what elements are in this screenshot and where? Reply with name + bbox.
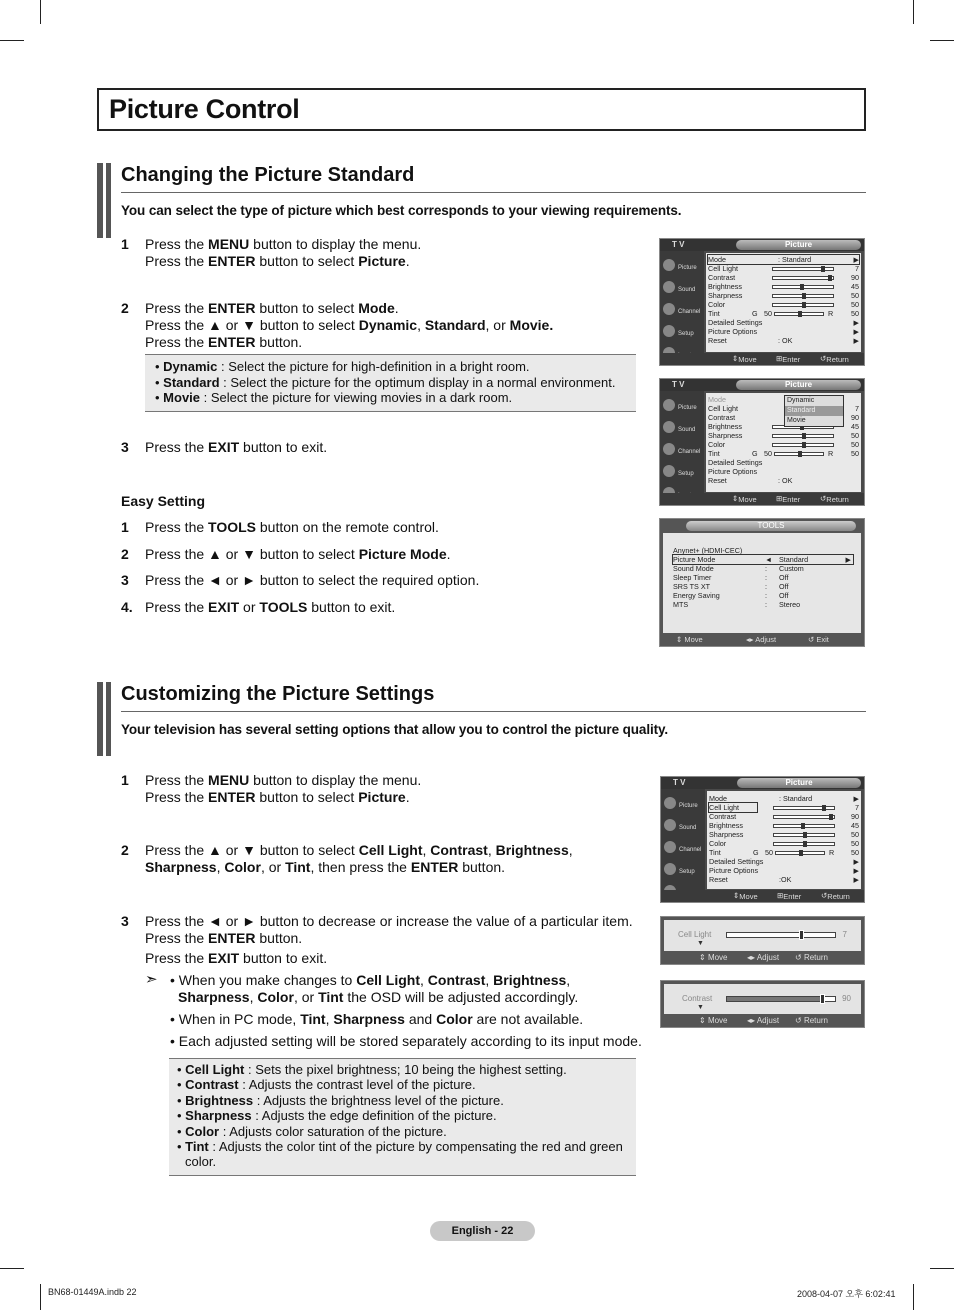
- section-bar: [97, 163, 111, 238]
- crop-mark: [913, 1284, 914, 1310]
- definitions-box: • Cell Light : Sets the pixel brightness; 10 being the highest setting. • Contrast : Adjusts the contrast level of the picture. • Brightness : Adjusts the brightness level of the picture. • Sharpness : Adjusts the edge definition of the picture. • Color : Adjusts color saturation of the picture. • Tint : Adjusts the color tint of the picture by compensating the red and green color.: [169, 1058, 636, 1176]
- crop-mark: [0, 40, 24, 41]
- crop-mark: [40, 0, 41, 24]
- step-number: 2: [121, 300, 129, 316]
- osd-cell-light-slider: Cell Light ▼ 7 ⇕ Move ◂▸ Adjust ↺ Return: [660, 916, 865, 965]
- step-number: 2: [121, 842, 129, 858]
- crop-mark: [40, 1284, 41, 1310]
- osd-tools-menu: TOOLS Anynet+ (HDMI-CEC) Picture Mode ◄ Standard ▶ Sound Mode : Custom Sleep Timer : Off SRS TS XT : Off Energy Saving : Off MTS : Stereo ⇕ Move ◂▸ Adjust ↺ Exit: [659, 518, 865, 647]
- step-text: Press the ◄ or ► button to select the required option.: [145, 572, 480, 588]
- section-bar: [97, 682, 111, 756]
- step-number: 1: [121, 519, 129, 535]
- step-text: Press the EXIT or TOOLS button to exit.: [145, 599, 396, 615]
- note-arrow-icon: ➣: [145, 971, 158, 988]
- cell-light-slider-track[interactable]: [726, 932, 836, 938]
- page-number-badge: English - 22: [430, 1221, 535, 1241]
- osd-contrast-slider: Contrast ▼ 90 ⇕ Move ◂▸ Adjust ↺ Return: [660, 980, 865, 1028]
- crop-mark: [913, 0, 914, 24]
- step-number: 1: [121, 236, 129, 252]
- tab-picture[interactable]: Picture: [736, 240, 861, 250]
- step-number: 3: [121, 913, 129, 929]
- osd-picture-mode-dropdown: T V Picture Picture Sound Channel Setup Mode Cell Light 7 Contrast 90 Brightness 45 Sharpness 50 Color 50 Tint G 50 R 50 Detailed Settings Picture Options Reset : OK Dynamic Standard Movie ⇕ Move ⊞ Enter ↺ Return: [659, 378, 865, 506]
- section-intro: Your television has several setting options that allow you to control the picture quality.: [121, 722, 669, 737]
- step-text: Press the ▲ or ▼ button to select Cell Light, Contrast, Brightness, Sharpness, Color, or Tint, then press the ENTER button.: [145, 842, 573, 875]
- section-rule: [121, 192, 866, 193]
- crop-mark: [0, 1268, 24, 1269]
- tab-picture[interactable]: Picture: [736, 380, 861, 390]
- section-intro: You can select the type of picture which best corresponds to your viewing requirements.: [121, 203, 682, 218]
- tab-picture[interactable]: Picture: [737, 778, 861, 788]
- note-text: • When you make changes to Cell Light, Contrast, Brightness, Sharpness, Color, or Tint the OSD will be adjusted accordingly. • When in PC mode, Tint, Sharpness and Color are not available. • Each adjusted setting will be stored separately according to its input mode.: [170, 972, 642, 1049]
- step-number: 3: [121, 572, 129, 588]
- step-text: Press the MENU button to display the menu. Press the ENTER button to select Picture.: [145, 772, 422, 805]
- section-title: Customizing the Picture Settings: [121, 683, 435, 705]
- step-text: Press the ENTER button to select Mode. Press the ▲ or ▼ button to select Dynamic, Standard, or Movie. Press the ENTER button.: [145, 300, 554, 350]
- page-title-box: [97, 88, 866, 131]
- print-date: 2008-04-07 오후 6:02:41: [797, 1289, 896, 1299]
- step-text: Press the TOOLS button on the remote control.: [145, 519, 439, 535]
- mode-dropdown[interactable]: Dynamic Standard Movie: [784, 395, 844, 427]
- section-rule: [121, 711, 866, 712]
- step-text: Press the ◄ or ► button to decrease or increase the value of a particular item. Press the ENTER button. Press the EXIT button to exit.: [145, 913, 633, 966]
- osd-picture-menu: T V Picture Picture Sound Channel Setup Mode : Standard ▶ Cell Light 7 Contrast 90 Brightness 45 Sharpness 50 Color 50 Tint G 50 R 50 Detailed Settings ▶ Picture Options ▶ Reset : OK ▶ ⇕ Move ⊞ Enter ↺ Return: [659, 238, 865, 366]
- step-number: 1: [121, 772, 129, 788]
- step-number: 4.: [121, 599, 133, 615]
- step-number: 2: [121, 546, 129, 562]
- page-title: Picture Control: [109, 94, 300, 124]
- crop-mark: [930, 1268, 954, 1269]
- note-box: • Dynamic : Select the picture for high-definition in a bright room. • Standard : Select the picture for the optimum display in a normal environment. • Movie : Select the picture for viewing movies in a dark room.: [145, 354, 636, 412]
- crop-mark: [930, 40, 954, 41]
- step-number: 3: [121, 439, 129, 455]
- step-text: Press the ▲ or ▼ button to select Picture Mode.: [145, 546, 451, 562]
- contrast-slider-track[interactable]: [726, 996, 836, 1002]
- osd-picture-menu-cell-light: T V Picture Picture Sound Channel Setup Mode : Standard ▶ Cell Light 7 Contrast 90 Brightness 45 Sharpness 50 Color 50 Tint G 50 R 50 Detailed Settings ▶ Picture Options ▶ Reset :OK ▶ ⇕ Move ⊞ Enter ↺ Return: [660, 776, 865, 903]
- section-title: Changing the Picture Standard: [121, 164, 415, 186]
- step-text: Press the EXIT button to exit.: [145, 439, 328, 455]
- step-text: Press the MENU button to display the menu. Press the ENTER button to select Picture.: [145, 236, 422, 269]
- file-info: BN68-01449A.indb 22: [48, 1287, 137, 1297]
- easy-setting-heading: Easy Setting: [121, 493, 206, 509]
